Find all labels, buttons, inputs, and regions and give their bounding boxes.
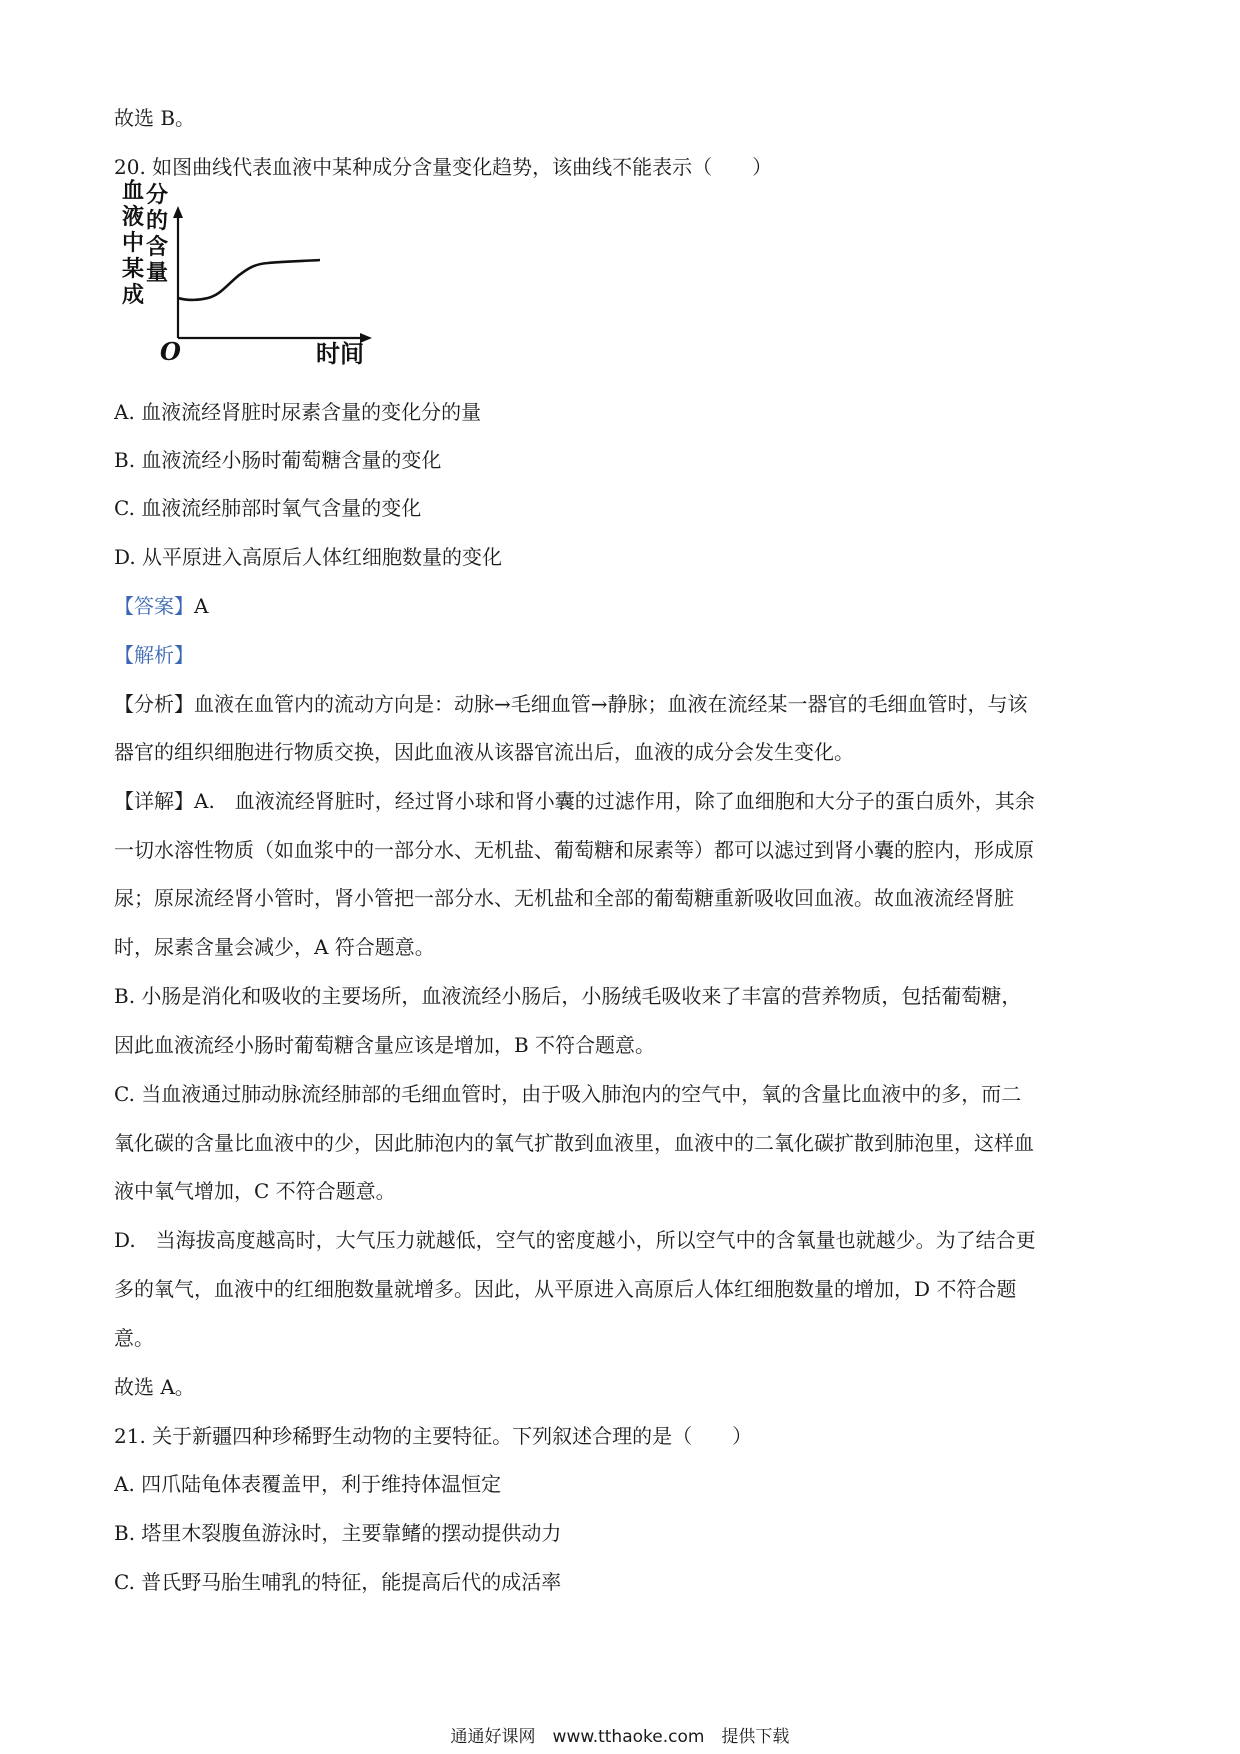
text-line: B. 小肠是消化和吸收的主要场所，血液流经小肠后，小肠绒毛吸收来了丰富的营养物质，包括葡萄糖， [114,984,1022,1008]
y-label-char: 分 [146,182,169,208]
text-line: 器官的组织细胞进行物质交换，因此血液从该器官流出后，血液的成分会发生变化。 [114,740,854,764]
text-line: C. 当血液通过肺动脉流经肺部的毛细血管时，由于吸入肺泡内的空气中，氧的含量比血液中的多，而二 [114,1082,1022,1106]
y-label-char: 血 [122,178,145,204]
text-line: 多的氧气，血液中的红细胞数量就增多。因此，从平原进入高原后人体红细胞数量的增加，D 不符合题 [114,1277,1017,1301]
y-label-char: 的 [146,208,169,234]
curve-figure-svg [122,178,428,376]
text-line: 意。 [114,1326,154,1350]
option-d: D. 从平原进入高原后人体红细胞数量的变化 [114,545,503,569]
text-line: 故选 A。 [114,1375,195,1399]
text-line: 氧化碳的含量比血液中的少，因此肺泡内的氧气扩散到血液里，血液中的二氧化碳扩散到肺泡里，这样血 [114,1131,1034,1155]
footer-watermark: 通通好课网 www.tthaoke.com 提供下载 [450,1727,790,1747]
y-label-char: 某 [122,256,145,282]
question-21-stem: 21. 关于新疆四种珍稀野生动物的主要特征。下列叙述合理的是（ ） [114,1424,753,1448]
origin-label: O [160,337,181,366]
text-line: 故选 B。 [114,106,196,130]
option-b: B. 血液流经小肠时葡萄糖含量的变化 [114,448,442,472]
y-label-char: 含 [146,234,169,260]
curve-figure [122,178,428,376]
option-c: C. 普氏野马胎生哺乳的特征，能提高后代的成活率 [114,1570,562,1594]
text-line: D. 当海拔高度越高时，大气压力就越低，空气的密度越小，所以空气中的含氧量也就越少。为了结合更 [114,1228,1036,1252]
text-line: 液中氧气增加，C 不符合题意。 [114,1179,396,1203]
trend-curve [178,260,320,300]
text-line: 一切水溶性物质（如血浆中的一部分水、无机盐、葡萄糖和尿素等）都可以滤过到肾小囊的腔内，形成原 [114,838,1034,862]
y-label-col2 [146,182,176,286]
option-a: A. 四爪陆龟体表覆盖甲，利于维持体温恒定 [114,1472,502,1496]
y-label-char: 量 [146,260,169,286]
y-label-char: 成 [122,282,145,308]
analysis-heading: 【解析】 [114,643,194,667]
y-label-char: 中 [122,230,145,256]
x-axis-label: 时间 [316,339,364,368]
answer-value: A [194,594,209,618]
question-20-stem: 20. 如图曲线代表血液中某种成分含量变化趋势，该曲线不能表示（ ） [114,155,773,179]
option-c: C. 血液流经肺部时氧气含量的变化 [114,496,422,520]
text-line: 【分析】血液在血管内的流动方向是：动脉→毛细血管→静脉；血液在流经某一器官的毛细血管时，与该 [114,692,1028,716]
text-line: 尿；原尿流经肾小管时，肾小管把一部分水、无机盐和全部的葡萄糖重新吸收回血液。故血液流经肾脏 [114,886,1014,910]
option-b: B. 塔里木裂腹鱼游泳时，主要靠鳍的摆动提供动力 [114,1521,562,1545]
answer-tag: 【答案】 [114,594,194,618]
text-line: 因此血液流经小肠时葡萄糖含量应该是增加，B 不符合题意。 [114,1033,656,1057]
text-line: 【详解】A. 血液流经肾脏时，经过肾小球和肾小囊的过滤作用，除了血细胞和大分子的蛋白质外，其余 [114,789,1035,813]
y-label-char: 液 [122,204,145,230]
option-a: A. 血液流经肾脏时尿素含量的变化分的量 [114,400,482,424]
text-line: 时，尿素含量会减少，A 符合题意。 [114,935,435,959]
answer-line [114,592,1126,620]
